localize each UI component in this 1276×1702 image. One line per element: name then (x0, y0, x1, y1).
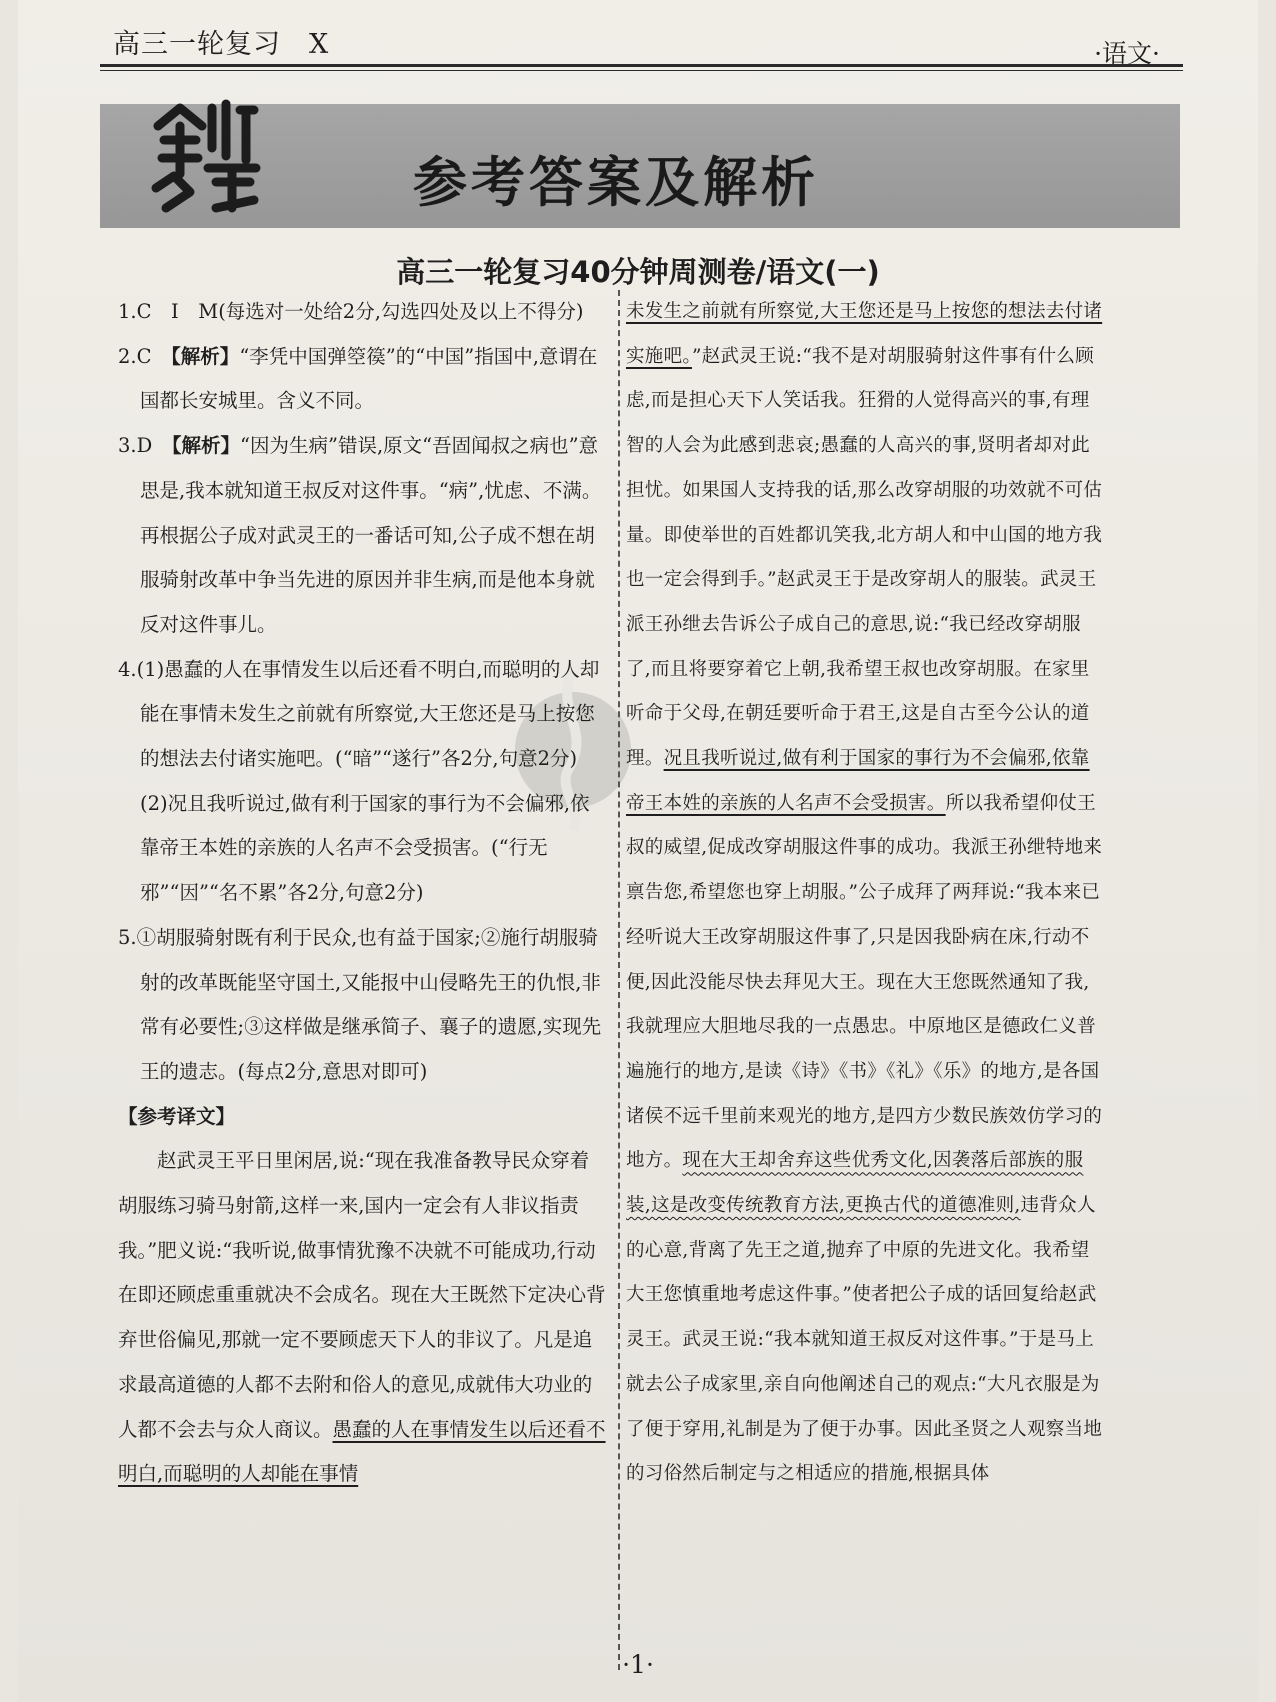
answer-sheet-page (18, 0, 1258, 1702)
translation-paragraph-1 (118, 1139, 608, 1497)
q3-analysis-text: “因为生病”错误,原文“吾固闻叔之病也”意思是,我本就知道王叔反对这件事。“病”,忧虑、不满。再根据公子成对武灵王的一番话可知,公子成不想在胡服骑射改革中争当先进的原因并非生病,而是他本身就反对这件事儿。 (140, 434, 602, 636)
translation-underlined-1: 愚蠢的人在事情发生以后还看不明白,而聪明的人却能在事情 (118, 1417, 606, 1486)
page-number: ·1· (622, 1650, 654, 1679)
banner-title: 参考答案及解析 (413, 151, 819, 214)
translation-underlined-3: 况且我听说过,做有利于国家的事行为不会偏邪,依靠帝王本姓的亲族的人名声不会受损害。 (626, 748, 1090, 814)
q2-analysis-tag: 【解析】 (171, 344, 240, 368)
document-subtitle: 高三一轮复习40分钟周测卷/语文(一) (396, 255, 880, 289)
translation-underlined-2: 未发生之前就有所察觉,大王您还是马上按您的想法去付诸实施吧。 (626, 301, 1103, 367)
translation-text-3: 所以我希望仰仗王叔的威望,促成改穿胡服这件事的成功。我派王孙绁特地来禀告您,希望您也穿上胡服。”公子成拜了两拜说:“我本来已经听说大王改穿胡服这件事了,只是因我卧病在床,行动不便,因此没能尽快去拜见大王。现在大王您既然通知了我,我就理应大胆地尽我的一点愚忠。中原地区是德政仁义普遍施行的地方,是读《诗》《书》《礼》《乐》的地方,是各国诸侯不远千里前来观光的地方,是四方少数民族效仿学习的地方。 (626, 792, 1103, 1172)
answers-column (118, 290, 608, 1497)
answer-q4-part2: (2)况且我听说过,做有利于国家的事行为不会偏邪,依靠帝王本姓的亲族的人名声不会受损害。(“行无邪”“因”“名不累”各2分,句意2分) (140, 791, 590, 905)
q3-number: 3.D (118, 434, 153, 458)
translation-column (626, 290, 1104, 1497)
header-subject: ·语文· (1094, 39, 1160, 68)
answer-q1: 1.C I M(每选对一处给2分,勾选四处及以上不得分) (118, 300, 584, 323)
translation-wavy-underlined: 现在大王却舍弃这些优秀文化,因袭落后部族的服装,这是改变传统教育方法,更换古代的道德准则, (626, 1150, 1084, 1217)
column-divider (618, 290, 620, 1670)
answer-q3 (118, 424, 608, 648)
q2-number: 2.C (118, 344, 152, 368)
header-rule-thin (100, 70, 1183, 71)
translation-text-4: 违背众人的心意,背离了先王之道,抛弃了中原的先进文化。我希望大王您慎重地考虑这件事。”使者把公子成的话回复给赵武灵王。武灵王说:“我本就知道王叔反对这件事。”于是马上就去公子成家里,亲自向他阐述自己的观点:“大凡衣服是为了便于穿用,礼制是为了便于办事。因此圣贤之人观察当地的习俗然后制定与之相适应的措施,根据具体 (626, 1195, 1103, 1485)
translation-paragraph-2 (626, 290, 1104, 1497)
answer-q5: 5.①胡服骑射既有利于民众,也有益于国家;②施行胡服骑射的改革既能坚守国土,又能报中山侵略先王的仇恨,非常有必要性;③这样做是继承简子、襄子的遗愿,实现先王的遗志。(每点2分,意思对即可) (118, 925, 602, 1083)
translation-text-2: ”赵武灵王说:“我不是对胡服骑射这件事有什么顾虑,而是担心天下人笑话我。狂猾的人觉得高兴的事,有理智的人会为此感到悲哀;愚蠢的人高兴的事,贤明者却对此担忧。如果国人支持我的话,那么改穿胡服的功效就不可估量。即使举世的百姓都讥笑我,北方胡人和中山国的地方我也一定会得到手。”赵武灵王于是改穿胡人的服装。武灵王派王孙绁去告诉公子成自己的意思,说:“我已经改穿胡服了,而且将要穿着它上朝,我希望王叔也改穿胡服。在家里听命于父母,在朝廷要听命于君王,这是自古至今公认的道理。 (626, 345, 1103, 770)
translation-heading: 【参考译文】 (118, 1104, 236, 1128)
q3-analysis-tag: 【解析】 (171, 434, 241, 458)
q2-analysis-text: “李凭中国弹箜篌”的“中国”指国中,意谓在国都长安城里。含义不同。 (140, 344, 598, 413)
answer-q2 (118, 335, 608, 424)
translation-text-1: 赵武灵王平日里闲居,说:“现在我准备教导民众穿着胡服练习骑马射箭,这样一来,国内一定会有人非议指责我。”肥义说:“我听说,做事情犹豫不决就不可能成功,行动在即还顾虑重重就决不会成名。现在大王既然下定决心背弃世俗偏见,那就一定不要顾虑天下人的非议了。凡是追求最高道德的人都不去附和俗人的意见,成就伟大功业的人都不会去与众人商议。 (118, 1149, 606, 1441)
seal-logo-icon (146, 96, 264, 218)
answer-q4-part1: 4.(1)愚蠢的人在事情发生以后还看不明白,而聪明的人却能在事情未发生之前就有所察觉,大王您还是马上按您的想法去付诸实施吧。(“暗”“遂行”各2分,句意2分) (118, 657, 600, 771)
header-series-title: 高三一轮复习 X (113, 29, 330, 60)
header-rule-thick (100, 64, 1183, 67)
